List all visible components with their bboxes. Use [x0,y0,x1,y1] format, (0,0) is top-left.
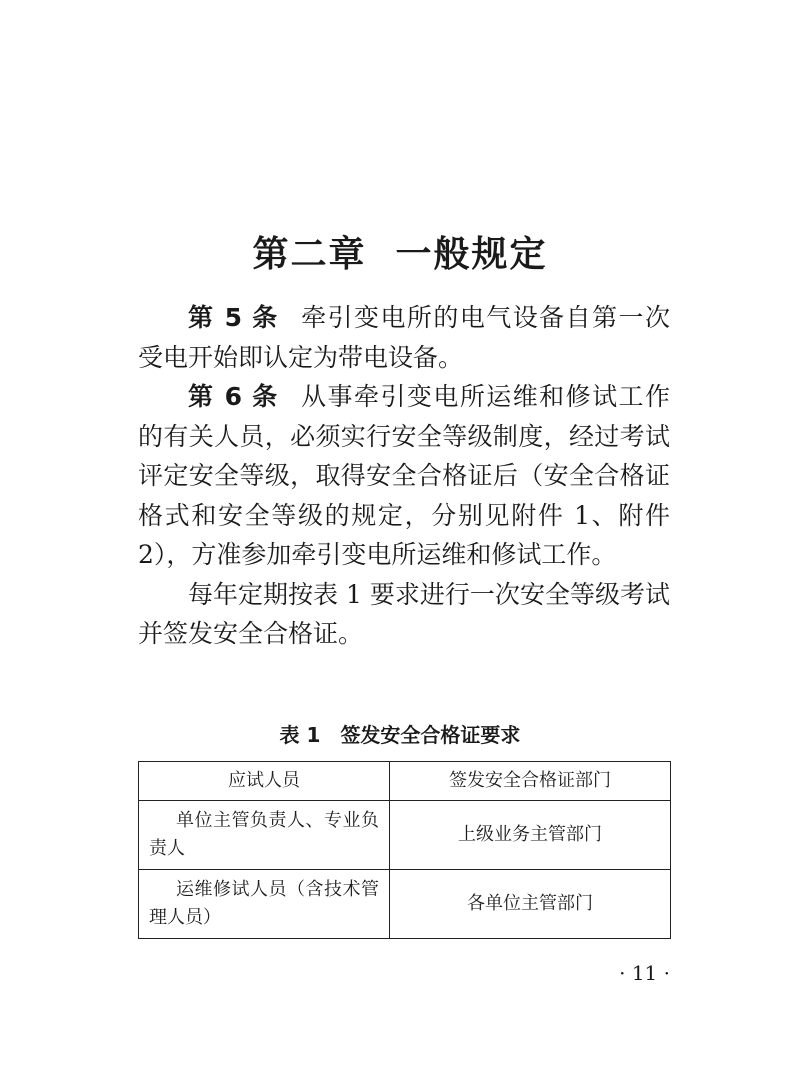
requirements-table [138,761,671,939]
table-cell [139,870,390,939]
article-text: 牵引变电所的电气设备自第一次受电开始即认定为带电设备。 [138,303,670,372]
article-number: 第 6 条 [188,382,279,411]
table-caption [0,720,800,750]
chapter-title: 第二章 一般规定 [252,234,548,276]
article-5 [138,298,670,377]
article-number: 第 5 条 [188,303,279,332]
table-cell-text: 单位主管负责人、专业负责人 [149,810,379,859]
table-row [139,801,671,870]
table-caption-title: 签发安全合格证要求 [340,723,521,747]
table-header-cell: 应试人员 [139,762,390,801]
table-header-cell: 签发安全合格证部门 [390,762,671,801]
table-row [139,870,671,939]
article-6 [138,377,670,575]
table-cell [139,801,390,870]
page-number: · 11 · [619,961,670,985]
exam-paragraph: 每年定期按表 1 要求进行一次安全等级考试并签发安全合格证。 [138,579,670,648]
body-text [138,298,670,654]
article-text: 从事牵引变电所运维和修试工作的有关人员，必须实行安全等级制度，经过考试评定安全等级，取得安全合格证后（安全合格证格式和安全等级的规定，分别见附件 1、附件 2），方准参加牵引变电所运维和修试工作。 [138,382,670,569]
table-cell: 上级业务主管部门 [390,801,671,870]
table-header-row [139,762,671,801]
table-caption-number: 表 1 [279,723,321,747]
table-cell-text: 运维修试人员（含技术管理人员） [149,879,379,928]
table-cell: 各单位主管部门 [390,870,671,939]
